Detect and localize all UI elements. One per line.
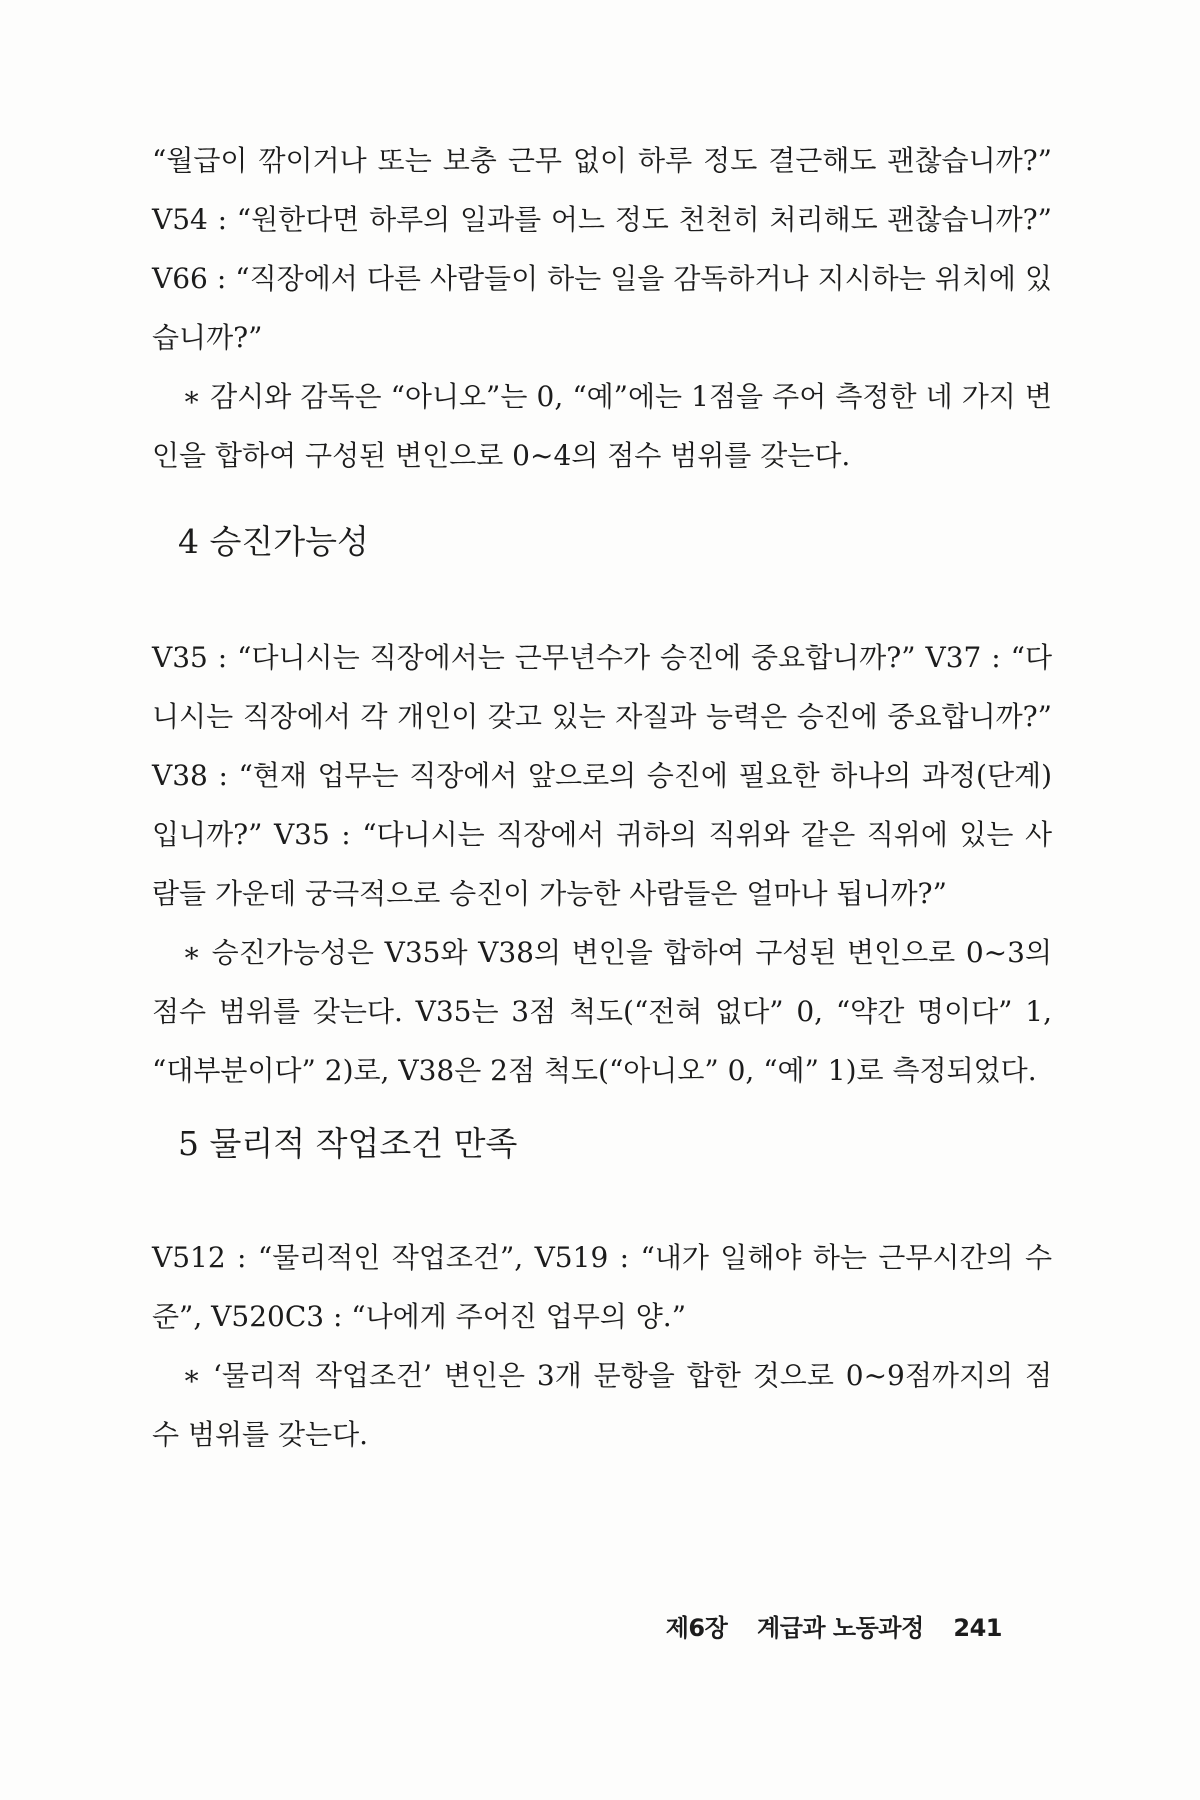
- scoring-note: ∗ ‘물리적 작업조건’ 변인은 3개 문항을 합한 것으로 0~9점까지의 점수 범위를 갖는다.: [152, 1359, 1052, 1451]
- section-5-heading: 5 물리적 작업조건 만족: [178, 1124, 518, 1163]
- page-number: 241: [953, 1614, 1002, 1642]
- scoring-note: ∗ 승진가능성은 V35와 V38의 변인을 합하여 구성된 변인으로 0~3의 점수 범위를 갖는다. V35는 3점 척도(“전혀 없다” 0, “약간 명이다” 1, “대부분이다” 2)로, V38은 2점 척도(“아니오” 0, “예” 1)로 측정되었다.: [152, 936, 1052, 1087]
- section-4-body: [152, 628, 1052, 1100]
- survey-items-paragraph: V512 : “물리적인 작업조건”, V519 : “내가 일해야 하는 근무시간의 수준”, V520C3 : “나에게 주어진 업무의 양.”: [152, 1241, 1052, 1333]
- section-5-body: [152, 1228, 1052, 1464]
- survey-items-paragraph: V35 : “다니시는 직장에서는 근무년수가 승진에 중요합니까?” V37 : “다니시는 직장에서 각 개인이 갖고 있는 자질과 능력은 승진에 중요합니까?” V38 : “현재 업무는 직장에서 앞으로의 승진에 필요한 하나의 과정(단계)입니까?” V35 : “다니시는 직장에서 귀하의 직위와 같은 직위에 있는 사람들 가운데 궁극적으로 승진이 가능한 사람들은 얼마나 됩니까?”: [152, 641, 1052, 910]
- running-footer: [666, 1608, 1002, 1643]
- chapter-label: 제6장: [665, 1614, 728, 1642]
- chapter-title: 계급과 노동과정: [757, 1614, 924, 1642]
- section-3-body: [152, 131, 1052, 485]
- section-4-heading: 4 승진가능성: [178, 522, 369, 561]
- survey-items-paragraph: “월급이 깎이거나 또는 보충 근무 없이 하루 정도 결근해도 괜찮습니까?” V54 : “원한다면 하루의 일과를 어느 정도 천천히 처리해도 괜찮습니까?” V66 : “직장에서 다른 사람들이 하는 일을 감독하거나 지시하는 위치에 있습니까?”: [152, 144, 1052, 354]
- scoring-note: ∗ 감시와 감독은 “아니오”는 0, “예”에는 1점을 주어 측정한 네 가지 변인을 합하여 구성된 변인으로 0~4의 점수 범위를 갖는다.: [152, 380, 1052, 472]
